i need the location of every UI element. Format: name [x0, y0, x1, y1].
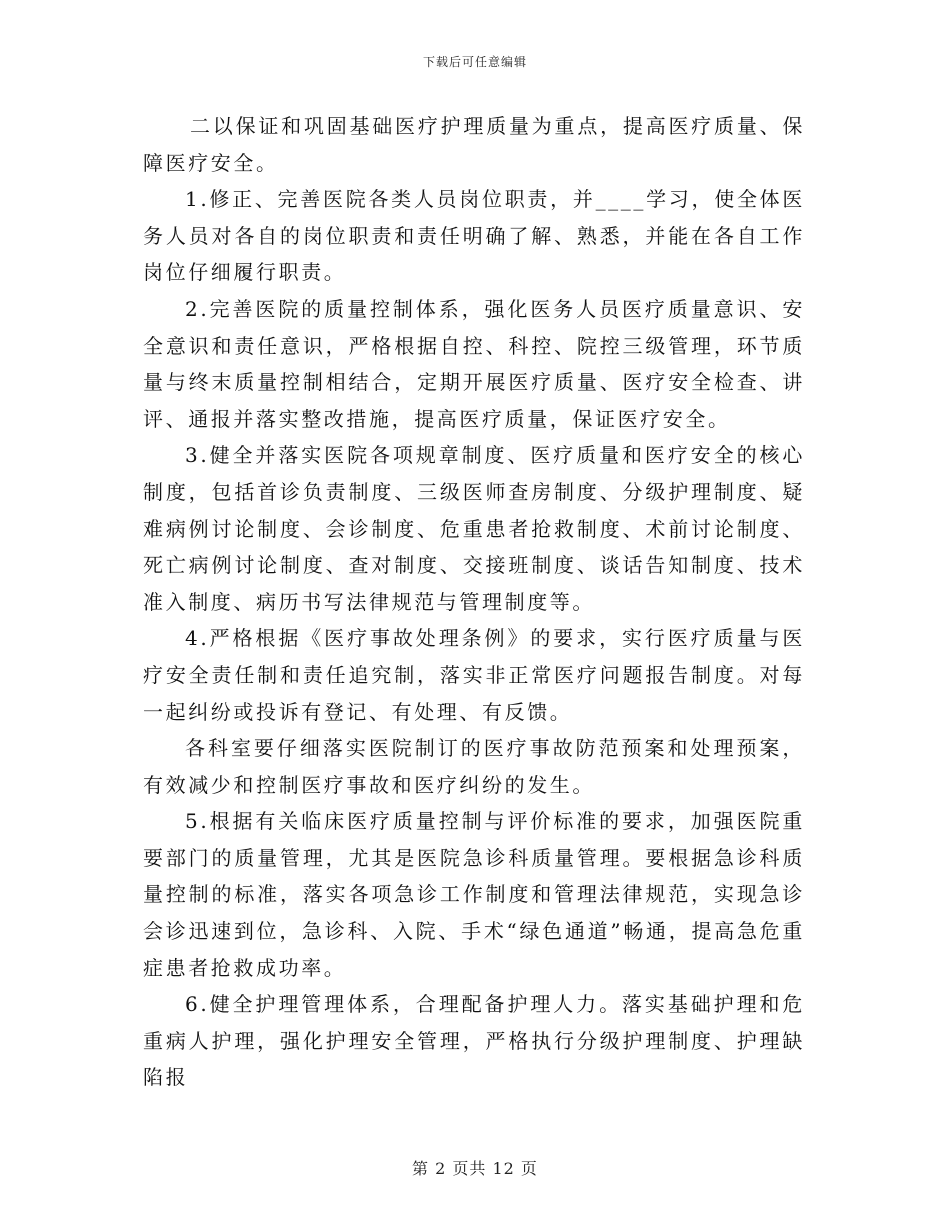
page-number: 第 2 页共 12 页	[412, 1159, 538, 1178]
paragraph-section-heading: 二以保证和巩固基础医疗护理质量为重点，提高医疗质量、保障医疗安全。	[143, 114, 805, 175]
paragraph-item-5: 5.根据有关临床医疗质量控制与评价标准的要求，加强医院重要部门的质量管理，尤其是医院急诊科质量管理。要根据急诊科质量控制的标准，落实各项急诊工作制度和管理法律规范，实现急诊会诊迅速到位，急诊科、入院、手术“绿色通道”畅通，提高急危重症患者抢救成功率。	[143, 809, 805, 980]
page-header: 下载后可任意编辑	[422, 55, 527, 69]
paragraph-item-4: 4.严格根据《医疗事故处理条例》的要求，实行医疗质量与医疗安全责任制和责任追究制，落实非正常医疗问题报告制度。对每一起纠纷或投诉有登记、有处理、有反馈。	[143, 626, 805, 724]
document-body	[143, 108, 805, 1096]
paragraph-item-6: 6.健全护理管理体系，合理配备护理人力。落实基础护理和危重病人护理，强化护理安全管理，严格执行分级护理制度、护理缺陷报	[143, 992, 805, 1090]
paragraph-item-2: 2.完善医院的质量控制体系，强化医务人员医疗质量意识、安全意识和责任意识，严格根据自控、科控、院控三级管理，环节质量与终末质量控制相结合，定期开展医疗质量、医疗安全检查、讲评、通报并落实整改措施，提高医疗质量，保证医疗安全。	[143, 296, 805, 431]
paragraph-departments: 各科室要仔细落实医院制订的医疗事故防范预案和处理预案，有效减少和控制医疗事故和医疗纠纷的发生。	[143, 736, 805, 797]
paragraph-item-3: 3.健全并落实医院各项规章制度、医疗质量和医疗安全的核心制度，包括首诊负责制度、三级医师查房制度、分级护理制度、疑难病例讨论制度、会诊制度、危重患者抢救制度、术前讨论制度、死亡病例讨论制度、查对制度、交接班制度、谈话告知制度、技术准入制度、病历书写法律规范与管理制度等。	[143, 443, 805, 614]
paragraph-item-1: 1.修正、完善医院各类人员岗位职责，并____学习，使全体医务人员对各自的岗位职责和责任明确了解、熟悉，并能在各自工作岗位仔细履行职责。	[143, 187, 805, 285]
